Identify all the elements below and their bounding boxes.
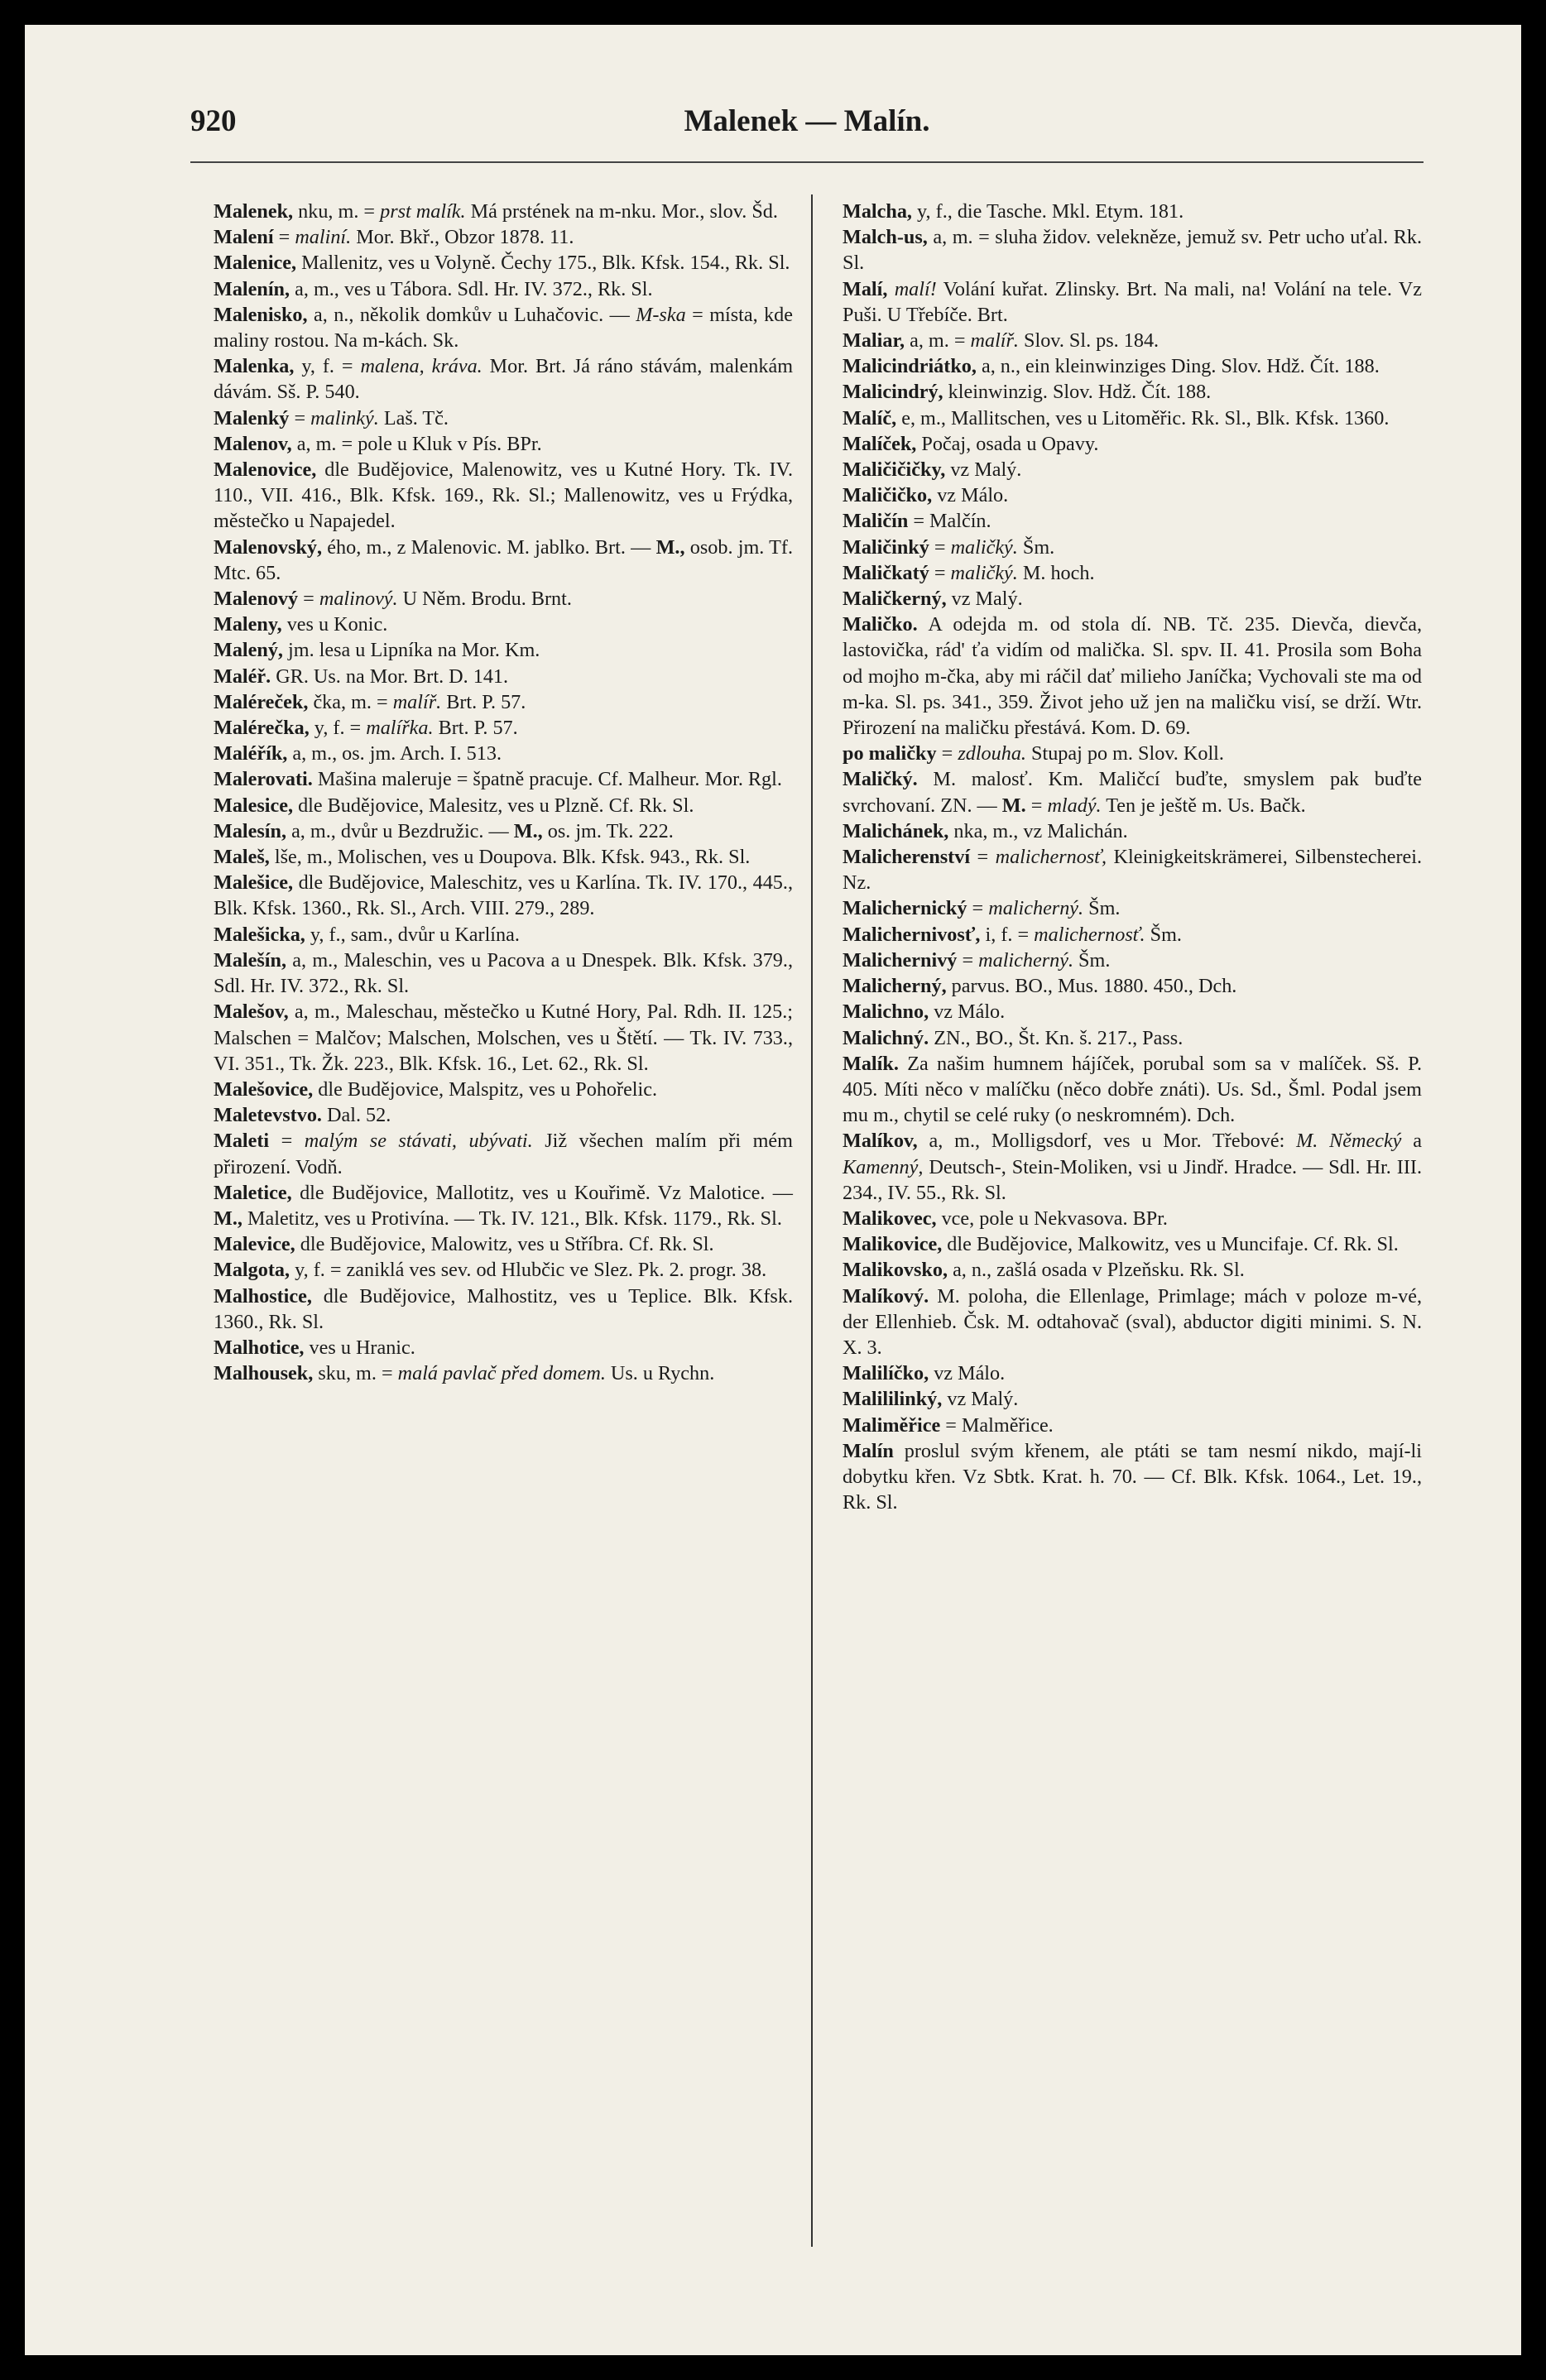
entry-headword: M.,	[513, 819, 543, 842]
entry-gloss: maliní.	[295, 226, 352, 249]
dictionary-entry	[214, 1335, 793, 1360]
entry-headword: Maličkerný,	[843, 588, 947, 611]
entry-text: a, m., Maleschau, městečko u Kutné Hory, Pal. Rdh. II. 125.; Malschen = Malčov; Malschen, Molschen, ves u Štětí. — Tk. IV. 733., VI. 351., Tk. Žk. 223., Blk. Kfsk. 16., Let. 62., Rk. Sl.	[214, 1000, 793, 1075]
entry-headword: Malenek,	[214, 200, 294, 223]
entry-headword: M.	[1001, 794, 1026, 817]
entry-headword: Malhousek,	[214, 1362, 314, 1385]
entry-headword: Maličičičky,	[843, 458, 946, 482]
page-header	[190, 103, 1424, 161]
page-number: 920	[190, 104, 237, 138]
entry-headword: Maličký.	[843, 768, 918, 791]
dictionary-entry	[214, 689, 793, 715]
entry-text: a, m., Maleschin, ves u Pacova a u Dnespek. Blk. Kfsk. 379., Sdl. Hr. IV. 372., Rk. Sl.	[214, 948, 793, 998]
dictionary-entry	[843, 405, 1422, 431]
entry-headword: Malešov,	[214, 1000, 289, 1024]
dictionary-entry	[214, 224, 793, 250]
entry-gloss: malichernosť.	[1034, 923, 1145, 946]
entry-text: Laš. Tč.	[378, 406, 449, 429]
dictionary-entry	[214, 199, 793, 224]
entry-text: Slov. Sl. ps. 184.	[1018, 329, 1160, 353]
entry-text: e, m., Mallitschen, ves u Litoměřic. Rk. Sl., Blk. Kfsk. 1360.	[896, 406, 1390, 429]
entry-headword: Malešovice,	[214, 1077, 314, 1101]
entry-text: a	[1401, 1130, 1422, 1153]
entry-headword: Maličičko,	[843, 484, 933, 507]
entry-headword: Malenín,	[214, 277, 290, 300]
dictionary-entry	[214, 535, 793, 586]
dictionary-entry	[843, 560, 1422, 586]
entry-text: parvus. BO., Mus. 1880. 450., Dch.	[946, 975, 1237, 998]
dictionary-entry	[214, 1257, 793, 1283]
entry-headword: Maliar,	[843, 329, 905, 353]
entry-text: a, m., os. jm. Arch. I. 513.	[287, 742, 502, 765]
entry-headword: Maleti	[214, 1130, 270, 1153]
entry-headword: Malený,	[214, 639, 283, 662]
entry-gloss: malí!	[894, 277, 937, 300]
dictionary-entry	[214, 457, 793, 535]
entry-text: a, n., ein kleinwinziges Ding. Slov. Hdž. Čít. 188.	[976, 355, 1380, 378]
dictionary-entry	[214, 1128, 793, 1179]
entry-text: Mallenitz, ves u Volyně. Čechy 175., Blk. Kfsk. 154., Rk. Sl.	[296, 252, 790, 275]
entry-text: dle Budějovice, Malesitz, ves u Plzně. Cf. Rk. Sl.	[293, 794, 694, 817]
entry-text: vz Málo.	[932, 484, 1009, 507]
dictionary-entry	[214, 1102, 793, 1128]
entry-headword: Malhotice,	[214, 1336, 305, 1359]
entry-gloss: malinký.	[310, 406, 379, 429]
entry-text: Již všechen malím při mém přirození. Vodň.	[214, 1130, 793, 1178]
entry-headword: Maliměřice	[843, 1413, 941, 1437]
entry-text: M. poloha, die Ellenlage, Primlage; mách v poloze m-vé, der Ellenhieb. Čsk. M. odtahovač (sval), abductor digiti minimi. S. N. X. 3.	[843, 1284, 1422, 1359]
dictionary-entry	[843, 482, 1422, 508]
entry-headword: Malilíčko,	[843, 1362, 929, 1385]
dictionary-entry	[843, 1413, 1422, 1438]
entry-text: =	[273, 226, 295, 249]
entry-text: Mor. Bkř., Obzor 1878. 11.	[351, 226, 574, 249]
dictionary-entry	[843, 1206, 1422, 1231]
entry-headword: Malesice,	[214, 794, 294, 817]
entry-headword: Malerovati.	[214, 768, 313, 791]
entry-gloss: malíř.	[392, 690, 442, 713]
entry-text: Ten je ještě m. Us. Bačk.	[1101, 794, 1306, 817]
dictionary-entry	[214, 1360, 793, 1386]
entry-headword: Malenov,	[214, 432, 292, 455]
entry-text: sku, m. =	[313, 1362, 398, 1385]
entry-headword: Malikovec,	[843, 1207, 937, 1230]
entry-text: a, m. = pole u Kluk v Pís. BPr.	[291, 432, 542, 455]
entry-headword: Malenice,	[214, 252, 297, 275]
entry-text: Volání kuřat. Zlinsky. Brt. Na mali, na! Volání na tele. Vz Puši. U Třebíče. Brt.	[843, 277, 1422, 326]
entry-text: Dal. 52.	[321, 1104, 391, 1127]
dictionary-entry	[214, 715, 793, 741]
entry-text: Šm.	[1083, 897, 1121, 920]
entry-headword: Maletice,	[214, 1181, 292, 1204]
entry-text: ého, m., z Malenovic. M. jablko. Brt. —	[322, 535, 656, 559]
entry-gloss: Kamenný,	[843, 1155, 924, 1178]
entry-text: a, n., několik domkův u Luhačovic. —	[307, 303, 636, 326]
entry-text: y, f. = zaniklá ves sev. od Hlubčic ve Slez. Pk. 2. progr. 38.	[290, 1259, 767, 1282]
entry-text: dle Budějovice, Mallotitz, ves u Kouřimě. Vz Malotice. —	[291, 1181, 793, 1204]
entry-headword: Malenisko,	[214, 303, 308, 326]
entry-text: Mašina maleruje = špatně pracuje. Cf. Malheur. Mor. Rgl.	[312, 768, 782, 791]
entry-headword: Malí,	[843, 277, 895, 300]
dictionary-entry	[214, 664, 793, 689]
entry-text: =	[936, 742, 958, 765]
dictionary-entry	[214, 353, 793, 405]
entry-text: GR. Us. na Mor. Brt. D. 141.	[271, 665, 509, 688]
entry-headword: Maléřík,	[214, 742, 288, 765]
entry-text: vz Malý.	[942, 1388, 1019, 1411]
dictionary-entry	[214, 948, 793, 999]
dictionary-entry	[843, 999, 1422, 1024]
dictionary-entry	[214, 1284, 793, 1335]
dictionary-entry	[843, 1051, 1422, 1129]
entry-text: proslul svým křenem, ale ptáti se tam nesmí nikdo, mají-li dobytku křen. Vz Sbtk. Krat. h. 70. — Cf. Blk. Kfsk. 1064., Let. 19., Rk. Sl.	[843, 1439, 1422, 1514]
entry-gloss: malichernosť,	[995, 846, 1107, 869]
entry-text: =	[289, 406, 311, 429]
dictionary-entry	[843, 508, 1422, 534]
dictionary-entry	[214, 405, 793, 431]
entry-headword: Malichánek,	[843, 819, 949, 842]
entry-text: =	[970, 846, 996, 869]
entry-headword: Malichno,	[843, 1000, 929, 1024]
entry-gloss: malinový.	[319, 588, 398, 611]
dictionary-entry	[843, 948, 1422, 973]
entry-text: Šm.	[1073, 948, 1111, 972]
entry-headword: Malenovský,	[214, 535, 323, 559]
entry-headword: Malenovice,	[214, 458, 317, 482]
entry-text: a, m., dvůr u Bezdružic. —	[286, 819, 514, 842]
entry-headword: Malicherenství	[843, 846, 971, 869]
dictionary-entry	[214, 844, 793, 870]
entry-text: lše, m., Molischen, ves u Doupova. Blk. Kfsk. 943., Rk. Sl.	[269, 846, 751, 869]
entry-text: Brt. P. 57.	[433, 717, 518, 740]
entry-headword: Maleny,	[214, 613, 282, 636]
dictionary-entry	[214, 741, 793, 766]
dictionary-entry	[214, 766, 793, 792]
entry-text: y, f. =	[294, 355, 361, 378]
dictionary-entry	[843, 612, 1422, 741]
entry-headword: M.,	[655, 535, 685, 559]
entry-gloss: malena, kráva.	[360, 355, 483, 378]
entry-text: =	[298, 588, 319, 611]
entry-gloss: maličký.	[950, 535, 1018, 559]
entry-text: vz Malý.	[945, 458, 1022, 482]
entry-headword: Maleš,	[214, 846, 270, 869]
entry-headword: Malín	[843, 1439, 894, 1462]
dictionary-entry	[214, 999, 793, 1077]
entry-text: dle Budějovice, Malenowitz, ves u Kutné Hory. Tk. IV. 110., VII. 416., Blk. Kfsk. 169., Rk. Sl.; Mallenowitz, ves u Frýdka, městečko u Napajedel.	[214, 458, 793, 533]
entry-headword: Malicindrý,	[843, 381, 943, 404]
entry-text: =	[957, 948, 979, 972]
entry-gloss: malým se stávati, ubývati.	[304, 1130, 533, 1153]
dictionary-entry	[843, 766, 1422, 818]
entry-gloss: malíř.	[970, 329, 1019, 353]
entry-text: Šm.	[1017, 535, 1055, 559]
entry-headword: Malešín,	[214, 948, 287, 972]
entry-headword: Malichný.	[843, 1026, 929, 1049]
entry-text: M. malosť. Km. Maličcí buďte, smyslem pak buďte svrchovaní. ZN. —	[843, 768, 1422, 817]
entry-headword: Malesín,	[214, 819, 287, 842]
dictionary-entry	[843, 973, 1422, 999]
dictionary-entry	[214, 793, 793, 818]
entry-text: vz Málo.	[929, 1000, 1006, 1024]
entry-gloss: maličký.	[950, 561, 1018, 584]
entry-text: = Malčín.	[908, 510, 991, 533]
entry-headword: Malíč,	[843, 406, 897, 429]
entry-gloss: M-ska	[636, 303, 686, 326]
entry-text: Deutsch-, Stein-Moliken, vsi u Jindř. Hradce. — Sdl. Hr. III. 234., IV. 55., Rk. Sl.	[843, 1155, 1422, 1204]
entry-headword: Maléreček,	[214, 690, 309, 713]
entry-text: A odejda m. od stola dí. NB. Tč. 235. Dievča, dievča, lastovička, rád' ťa vidím od malička. Sl. spv. II. 41. Prosila som Boha od mojho m-čka, aby mi ráčil dať milieho Janíčka; Vychovali ste ma od m-ka. Sl. ps. 341., 359. Život jeho už jen na maličku visí, se drží. Wtr. Přirození na maličku přestává. Kom. D. 69.	[843, 613, 1422, 740]
entry-text: Kleinigkeitskrämerei, Silbenstecherei. Nz.	[843, 846, 1422, 895]
entry-text: =	[967, 897, 989, 920]
entry-text: =	[1025, 794, 1048, 817]
dictionary-entry	[843, 535, 1422, 560]
entry-headword: Maletevstvo.	[214, 1104, 322, 1127]
entry-text: os. jm. Tk. 222.	[542, 819, 674, 842]
entry-text: =	[269, 1130, 305, 1153]
dictionary-entry	[214, 1180, 793, 1231]
entry-headword: po maličky	[843, 742, 937, 765]
entry-headword: Malicindriátko,	[843, 355, 977, 378]
running-title: Malenek — Malín.	[684, 104, 930, 138]
entry-text: ves u Hranic.	[304, 1336, 415, 1359]
entry-text: vz Malý.	[946, 588, 1023, 611]
entry-headword: Malicherný,	[843, 975, 947, 998]
entry-headword: Maléř.	[214, 665, 271, 688]
entry-headword: Maličín	[843, 510, 909, 533]
entry-headword: Maličkatý	[843, 561, 929, 584]
entry-gloss: malířka.	[366, 717, 434, 740]
entry-headword: Malevice,	[214, 1233, 295, 1256]
entry-text: i, f. =	[980, 923, 1035, 946]
entry-text: U Něm. Brodu. Brnt.	[397, 588, 572, 611]
entry-text: Stupaj po m. Slov. Koll.	[1025, 742, 1224, 765]
dictionary-entry	[843, 895, 1422, 921]
entry-headword: Malíkov,	[843, 1130, 918, 1153]
dictionary-entry	[843, 1257, 1422, 1283]
entry-text: dle Budějovice, Malkowitz, ves u Muncifaje. Cf. Rk. Sl.	[942, 1233, 1399, 1256]
entry-headword: Malikovsko,	[843, 1259, 948, 1282]
dictionary-entry	[214, 870, 793, 921]
entry-text: a, m., Molligsdorf, ves u Mor. Třebové:	[917, 1130, 1297, 1153]
entry-text: nka, m., vz Malichán.	[948, 819, 1128, 842]
entry-headword: Malichernivý	[843, 948, 958, 972]
entry-headword: Malch-us,	[843, 226, 928, 249]
entry-text: y, f., die Tasche. Mkl. Etym. 181.	[911, 200, 1184, 223]
dictionary-entry	[843, 379, 1422, 405]
entry-headword: Malešice,	[214, 871, 294, 895]
entry-headword: Maličko.	[843, 613, 918, 636]
entry-gloss: M. Německý	[1296, 1130, 1402, 1153]
entry-headword: M.,	[214, 1207, 242, 1230]
entry-text: nku, m. =	[293, 200, 381, 223]
dictionary-entry	[843, 922, 1422, 948]
entry-headword: Malichernický	[843, 897, 967, 920]
entry-headword: Malililinký,	[843, 1388, 943, 1411]
entry-text: ves u Konic.	[281, 613, 388, 636]
entry-text: Počaj, osada u Opavy.	[916, 432, 1099, 455]
entry-text: Šm.	[1145, 923, 1182, 946]
entry-headword: Malcha,	[843, 200, 912, 223]
entry-headword: Malíček,	[843, 432, 917, 455]
right-column	[843, 199, 1422, 1515]
entry-headword: Malešicka,	[214, 923, 305, 946]
entry-text: vz Málo.	[929, 1362, 1006, 1385]
dictionary-entry	[843, 1128, 1422, 1206]
entry-text: y, f., sam., dvůr u Karlína.	[305, 923, 520, 946]
entry-text: jm. lesa u Lipníka na Mor. Km.	[282, 639, 540, 662]
dictionary-entry	[843, 457, 1422, 482]
dictionary-entry	[843, 1284, 1422, 1361]
entry-gloss: mladý.	[1047, 794, 1102, 817]
dictionary-entry	[214, 1231, 793, 1257]
entry-text: a, n., zašlá osada v Plzeňsku. Rk. Sl.	[948, 1259, 1245, 1282]
dictionary-entry	[214, 431, 793, 457]
dictionary-entry	[843, 1438, 1422, 1516]
entry-headword: Maličinký	[843, 535, 929, 559]
dictionary-entry	[214, 922, 793, 948]
entry-gloss: malá pavlač před domem.	[397, 1362, 606, 1385]
entry-gloss: malicherný.	[988, 897, 1084, 920]
entry-headword: Malichernivosť,	[843, 923, 981, 946]
entry-gloss: malicherný.	[978, 948, 1073, 972]
column-divider	[811, 194, 813, 2247]
dictionary-entry	[843, 1386, 1422, 1412]
entry-text: osob. jm. Tf. Mtc. 65.	[214, 535, 794, 584]
entry-text: čka, m. =	[308, 690, 393, 713]
entry-text: = Malměřice.	[940, 1413, 1054, 1437]
dictionary-page	[25, 25, 1521, 2355]
entry-text: vce, pole u Nekvasova. BPr.	[936, 1207, 1168, 1230]
dictionary-entry	[843, 199, 1422, 224]
dictionary-entry	[843, 328, 1422, 353]
entry-text: dle Budějovice, Maleschitz, ves u Karlína. Tk. IV. 170., 445., Blk. Kfsk. 1360., Rk. Sl., Arch. VIII. 279., 289.	[214, 871, 793, 920]
dictionary-entry	[214, 276, 793, 302]
dictionary-entry	[843, 431, 1422, 457]
dictionary-entry	[843, 741, 1422, 766]
entry-text: dle Budějovice, Malowitz, ves u Stříbra. Cf. Rk. Sl.	[295, 1233, 714, 1256]
header-rule	[190, 161, 1424, 163]
dictionary-entry	[843, 844, 1422, 895]
left-column	[214, 199, 793, 1386]
entry-text: = místa, kde maliny rostou. Na m-kách. Sk.	[214, 303, 793, 353]
entry-text: =	[929, 535, 951, 559]
dictionary-entry	[214, 250, 793, 276]
dictionary-entry	[214, 586, 793, 612]
entry-text: a, m. = sluha židov. velekněze, jemuž sv. Petr ucho uťal. Rk. Sl.	[843, 226, 1422, 275]
entry-text: a, m., ves u Tábora. Sdl. Hr. IV. 372., Rk. Sl.	[290, 277, 653, 300]
entry-text: Maletitz, ves u Protivína. — Tk. IV. 121., Blk. Kfsk. 1179., Rk. Sl.	[242, 1207, 782, 1230]
dictionary-entry	[214, 302, 793, 353]
entry-text: dle Budějovice, Malspitz, ves u Pohořelic.	[313, 1077, 658, 1101]
entry-headword: Malhostice,	[214, 1284, 312, 1308]
entry-text: dle Budějovice, Malhostitz, ves u Teplice. Blk. Kfsk. 1360., Rk. Sl.	[214, 1284, 793, 1333]
dictionary-entry	[843, 276, 1422, 328]
dictionary-entry	[843, 1025, 1422, 1051]
dictionary-entry	[843, 586, 1422, 612]
entry-headword: Malenký	[214, 406, 290, 429]
entry-text: Brt. P. 57.	[441, 690, 526, 713]
entry-text: Us. u Rychn.	[605, 1362, 715, 1385]
entry-text: Má prstének na m-nku. Mor., slov. Šd.	[465, 200, 778, 223]
entry-headword: Malení	[214, 226, 274, 249]
entry-gloss: prst malík.	[380, 200, 466, 223]
entry-gloss: zdlouha.	[958, 742, 1026, 765]
dictionary-entry	[843, 1231, 1422, 1257]
entry-text: ZN., BO., Št. Kn. š. 217., Pass.	[929, 1026, 1184, 1049]
dictionary-entry	[843, 353, 1422, 379]
dictionary-entry	[214, 1077, 793, 1102]
entry-text: kleinwinzig. Slov. Hdž. Čít. 188.	[943, 381, 1212, 404]
entry-headword: Malík.	[843, 1052, 899, 1075]
entry-headword: Malérečka,	[214, 717, 310, 740]
entry-text: a, m. =	[905, 329, 971, 353]
entry-headword: Malenový	[214, 588, 299, 611]
entry-text: Za našim humnem hájíček, porubal som sa v malíček. Sš. P. 405. Míti něco v malíčku (něco dobře znáti). Us. Sd., Šml. Podal jsem mu m., chytil se celé ruky (o neskromném). Dch.	[843, 1052, 1422, 1127]
dictionary-entry	[214, 612, 793, 637]
entry-text: y, f. =	[309, 717, 367, 740]
entry-headword: Malenka,	[214, 355, 295, 378]
entry-headword: Malgota,	[214, 1259, 290, 1282]
dictionary-entry	[214, 637, 793, 663]
entry-text: Mor. Brt. Já ráno stávám, malenkám dávám. Sš. P. 540.	[214, 355, 794, 404]
entry-headword: Malíkový.	[843, 1284, 929, 1308]
dictionary-entry	[214, 818, 793, 844]
entry-headword: Malikovice,	[843, 1233, 943, 1256]
dictionary-entry	[843, 1360, 1422, 1386]
entry-text: M. hoch.	[1017, 561, 1095, 584]
dictionary-entry	[843, 818, 1422, 844]
dictionary-entry	[843, 224, 1422, 276]
entry-text: =	[929, 561, 951, 584]
